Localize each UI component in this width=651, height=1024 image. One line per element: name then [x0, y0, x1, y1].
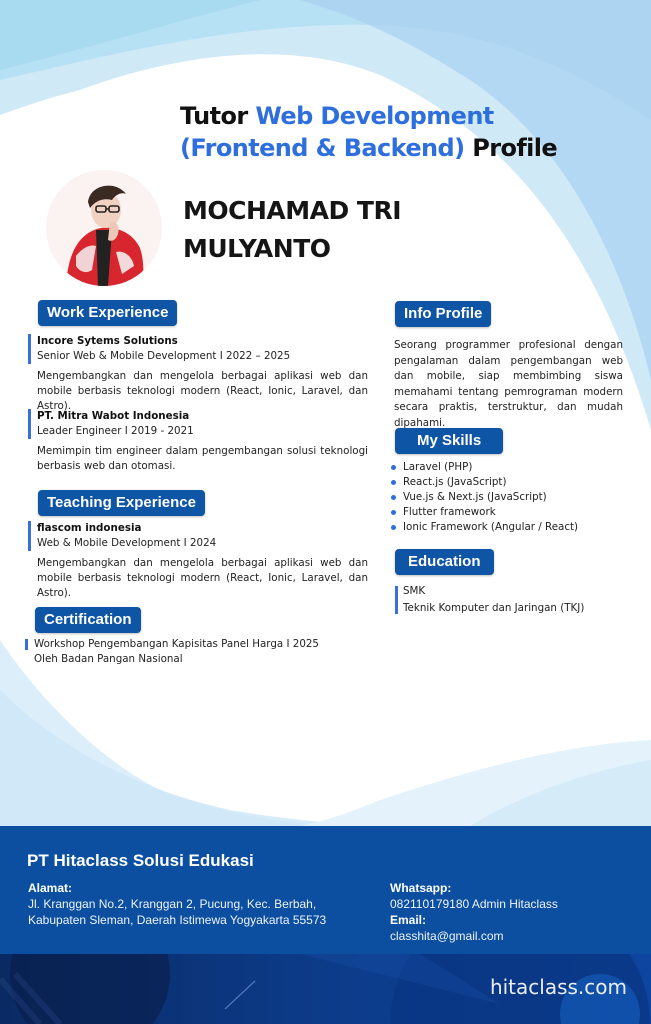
- work-experience-badge: Work Experience: [38, 300, 177, 326]
- teaching-entry-description: Mengembangkan dan mengelola berbagai aplikasi web dan mobile berbasis teknologi modern (React, Ionic, Laravel, dan Astro).: [37, 557, 368, 599]
- accent-bar: [25, 639, 28, 650]
- email-label: Email:: [390, 913, 427, 927]
- bullet-icon: [391, 480, 396, 485]
- teaching-entry-company: flascom indonesia: [37, 522, 142, 534]
- skill-label: React.js (JavaScript): [403, 476, 507, 488]
- skill-item: [391, 505, 578, 520]
- bullet-icon: [391, 495, 396, 500]
- work-entry-role: Leader Engineer I 2019 - 2021: [37, 425, 194, 437]
- address-line1: Jl. Kranggan No.2, Kranggan 2, Pucung, Kec. Berbah,: [28, 897, 317, 911]
- work-entry-company: Incore Sytems Solutions: [37, 335, 178, 347]
- skill-item: [391, 490, 578, 505]
- title-accent-line2: (Frontend & Backend): [180, 134, 465, 162]
- whatsapp-value[interactable]: 082110179180 Admin Hitaclass: [390, 897, 558, 911]
- education-badge: Education: [395, 549, 494, 575]
- title-accent-line1: Web Development: [255, 102, 494, 130]
- work-entry: [37, 334, 368, 414]
- teaching-experience-badge: Teaching Experience: [38, 490, 205, 516]
- certification-line2: Oleh Badan Pangan Nasional: [34, 653, 183, 665]
- footer-address: [28, 880, 326, 928]
- info-profile-text: Seorang programmer profesional dengan pengalaman dalam pengembangan web dan mobile, siap membimbing siswa memahami tentang pemrograman modern secara praktis, terstruktur, dan mudah dipahami.: [394, 339, 623, 429]
- skill-label: Ionic Framework (Angular / React): [403, 521, 579, 533]
- whatsapp-label: Whatsapp:: [390, 881, 452, 895]
- work-entry-header: [28, 334, 368, 364]
- footer-company: PT Hitaclass Solusi Edukasi: [27, 851, 254, 870]
- certification-badge: Certification: [35, 607, 141, 633]
- accent-bar: [395, 586, 398, 614]
- skill-label: Flutter framework: [403, 506, 496, 518]
- my-skills-badge: My Skills: [395, 428, 503, 454]
- work-entry-description: Mengembangkan dan mengelola berbagai aplikasi web dan mobile berbasis teknologi modern (React, Ionic, Laravel, dan Astro).: [37, 370, 368, 412]
- avatar: [46, 170, 162, 286]
- bullet-icon: [391, 465, 396, 470]
- bullet-icon: [391, 510, 396, 515]
- skill-item: [391, 475, 578, 490]
- name-line1: MOCHAMAD TRI: [183, 196, 402, 225]
- skill-item: [391, 520, 578, 535]
- education-school: SMK: [403, 585, 426, 597]
- footer: [0, 826, 651, 954]
- work-entry-header: [28, 409, 368, 439]
- title-suffix: Profile: [472, 134, 558, 162]
- page-title: [180, 100, 557, 164]
- work-entry-description: Memimpin tim engineer dalam pengembangan solusi teknologi berbasis web dan otomasi.: [37, 445, 368, 472]
- certification-entry: [34, 637, 319, 667]
- bottom-banner: [0, 954, 651, 1024]
- teaching-entry-role: Web & Mobile Development I 2024: [37, 537, 217, 549]
- person-photo-icon: [46, 170, 162, 286]
- work-entry: [37, 409, 368, 474]
- certification-line1: Workshop Pengembangan Kapisitas Panel Harga I 2025: [34, 638, 319, 650]
- address-line2: Kabupaten Sleman, Daerah Istimewa Yogyakarta 55573: [28, 913, 327, 927]
- info-profile-badge: Info Profile: [395, 301, 491, 327]
- name-line2: MULYANTO: [183, 234, 331, 263]
- profile-name: [183, 192, 401, 268]
- skills-list: [391, 460, 578, 535]
- bullet-icon: [391, 525, 396, 530]
- footer-contact: [390, 880, 558, 944]
- title-prefix: Tutor: [180, 102, 248, 130]
- email-value[interactable]: classhita@gmail.com: [390, 929, 504, 943]
- work-entry-company: PT. Mitra Wabot Indonesia: [37, 410, 190, 422]
- work-entry-role: Senior Web & Mobile Development I 2022 – 2025: [37, 350, 291, 362]
- education-major: Teknik Komputer dan Jaringan (TKJ): [403, 602, 585, 614]
- teaching-entry: [37, 521, 368, 601]
- address-label: Alamat:: [28, 881, 73, 895]
- website-link[interactable]: hitaclass.com: [489, 975, 627, 999]
- education-entry: [403, 583, 584, 617]
- skill-item: [391, 460, 578, 475]
- skill-label: Laravel (PHP): [403, 461, 473, 473]
- skill-label: Vue.js & Next.js (JavaScript): [403, 491, 547, 503]
- teaching-entry-header: [28, 521, 368, 551]
